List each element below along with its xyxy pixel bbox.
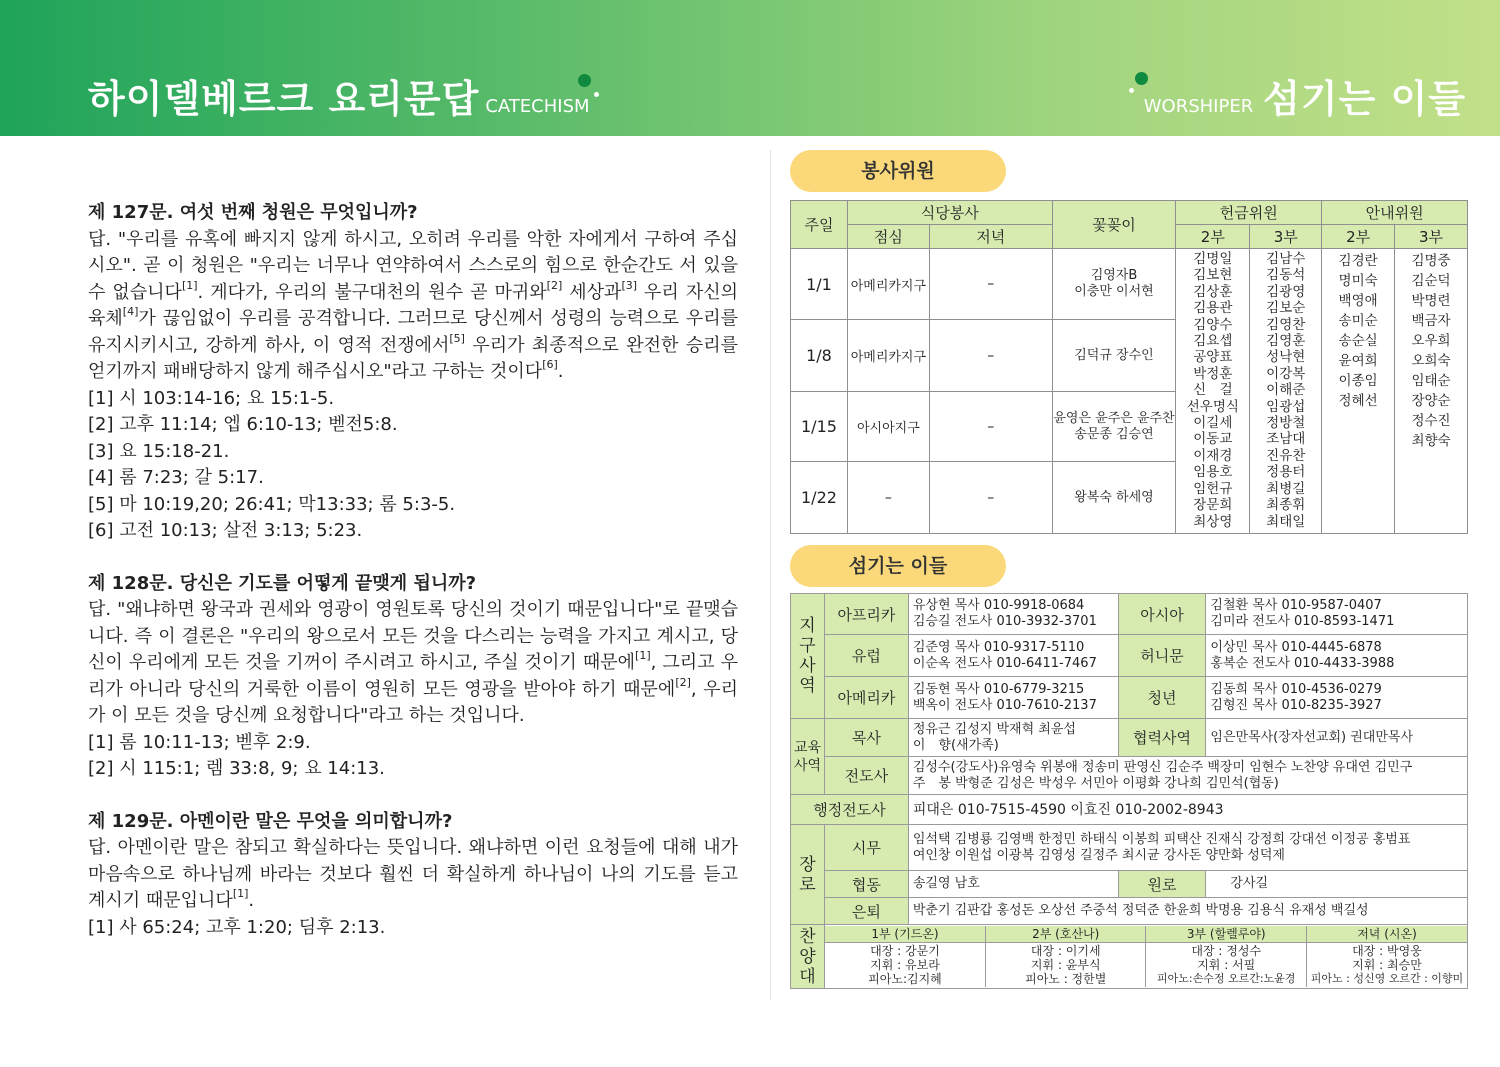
table-row: 1/1 아메리카지구 – 김영자B 이충만 이서현 김명일 김보현 김상훈 김용관 김양수 김요셉 공양표 박정훈 신 걸 선우명식 이길세 이동교 이재경 임용호 임헌규 장문희 최상영 김남수 김동석 김광영 김보순 김영찬 김영훈 성낙현 이강복 이해준 임광섭 정방철 조남대 진유찬 정용터 최병길 최종휘 최태일 김경란 명미숙 백영애 송미순 송순실 윤여희 이종임 정혜선 김명중 김순덕 박명련 백금자 오우희 오희숙 임태순 장양순 정수진 최향숙 [791, 249, 1468, 320]
reference: [1] 시 103:14-16; 요 15:1-5. [88, 387, 335, 409]
list-item: 명미숙 [1338, 273, 1378, 289]
district-label: 지구사역 [791, 594, 825, 719]
list-item: 공양표 [1193, 349, 1233, 366]
service-table [790, 200, 1468, 534]
list-item: 오우희 [1411, 333, 1451, 349]
question-128: 제 128문. 당신은 기도를 어떻게 끝맺게 됩니까? [88, 572, 477, 594]
col-dinner: 저녁 [929, 225, 1052, 249]
list-item: 김요셉 [1193, 333, 1233, 350]
answer-129: 답. 아멘이란 말은 참되고 확실하다는 뜻입니다. 왜냐하면 이런 요청들에 대해 내가 마음속으로 하나님께 바라는 것보다 훨씬 더 확실하게 하나님이 나의 기도를 듣고 계시기 때문입니다[1]. [88, 837, 738, 911]
list-item: 신 걸 [1193, 382, 1233, 399]
question-129: 제 129문. 아멘이란 말은 무엇을 의미합니까? [88, 810, 453, 832]
list-item: 이동교 [1193, 431, 1233, 448]
col-guide: 안내위원 [1322, 201, 1468, 225]
reference: [2] 고후 11:14; 엡 6:10-13; 벧전5:8. [88, 414, 398, 435]
list-item: 이종임 [1338, 373, 1378, 389]
list-item: 김순덕 [1411, 273, 1451, 289]
col-guide-p3: 3부 [1395, 225, 1468, 249]
worshiper-subtitle: WORSHIPER [1143, 96, 1254, 117]
list-item: 이길세 [1193, 415, 1233, 432]
list-item: 김보현 [1193, 267, 1233, 284]
dot-icon [578, 74, 591, 87]
col-lunch: 점심 [847, 225, 929, 249]
list-item: 김동석 [1266, 267, 1306, 284]
table-row: 1/22 – – 왕복숙 하세영 [791, 462, 1468, 534]
reference: [1] 사 65:24; 고후 1:20; 딤후 2:13. [88, 916, 386, 938]
col-guide-p2: 2부 [1322, 225, 1395, 249]
edu-label: 교육사역 [791, 719, 825, 795]
list-item: 김영찬 [1266, 316, 1306, 333]
page-divider [770, 150, 771, 1000]
col-meal: 식당봉사 [847, 201, 1052, 225]
question-127: 제 127문. 여섯 번째 청원은 무엇입니까? [88, 202, 418, 223]
list-item: 오희숙 [1411, 353, 1451, 369]
dot-icon [1129, 88, 1134, 93]
list-item: 박명련 [1411, 293, 1451, 309]
table-row: 1/8 아메리카지구 – 김덕규 장수인 [791, 320, 1468, 392]
list-item: 김경란 [1338, 253, 1378, 269]
page-header [0, 0, 1500, 136]
list-item: 조남대 [1266, 431, 1306, 448]
list-item: 장문희 [1193, 497, 1233, 514]
guide-p2-names [1322, 249, 1395, 534]
list-item: 김명중 [1411, 253, 1451, 269]
list-item: 정방철 [1266, 415, 1306, 432]
list-item: 정혜선 [1338, 393, 1378, 409]
dot-icon [1135, 72, 1148, 85]
elder-label: 장로 [791, 825, 825, 925]
offering-p2-names [1176, 249, 1250, 534]
list-item: 최상영 [1193, 513, 1233, 530]
list-item: 김상훈 [1193, 283, 1233, 300]
service-section-title: 봉사위원 [790, 150, 1006, 192]
worshiper-title: 섬기는 이들 [1263, 77, 1466, 121]
catechism-title: 하이델베르크 요리문답 [88, 77, 480, 121]
list-item: 백영애 [1338, 293, 1378, 309]
list-item: 백금자 [1411, 313, 1451, 329]
list-item: 김영훈 [1266, 333, 1306, 350]
list-item: 임태순 [1411, 373, 1451, 389]
reference: [1] 롬 10:11-13; 벧후 2:9. [88, 731, 311, 753]
reference: [3] 요 15:18-21. [88, 440, 230, 462]
reference: [6] 고전 10:13; 살전 3:13; 5:23. [88, 520, 363, 541]
answer-128: 답. "왜냐하면 왕국과 권세와 영광이 영원토록 당신의 것이기 때문입니다"로 끝맺습니다. 즉 이 결론은 "우리의 왕으로서 모든 것을 다스리는 능력을 가지고 계시고, 당신이 우리에게 모든 것을 기꺼이 주시려고 하시고, 주실 것이기 때문에[1], 그리고 우리가 아니라 당신의 거룩한 이름이 영원히 모든 영광을 받아야 하기 때문에[2], 우리가 이 모든 것을 당신께 요청합니다"라고 하는 것입니다. [88, 599, 738, 726]
list-item: 박정훈 [1193, 365, 1233, 382]
list-item: 임헌규 [1193, 480, 1233, 497]
catechism-heading [88, 68, 590, 123]
list-item: 최종휘 [1266, 497, 1306, 514]
dot-icon [594, 92, 599, 97]
list-item: 선우명식 [1186, 398, 1239, 415]
reference: [2] 시 115:1; 렘 33:8, 9; 요 14:13. [88, 758, 385, 779]
list-item: 김명일 [1193, 251, 1233, 267]
list-item: 윤여희 [1338, 353, 1378, 369]
choir-label: 찬양대 [791, 925, 825, 989]
col-flower: 꽃꽂이 [1052, 201, 1176, 249]
list-item: 성낙현 [1266, 349, 1306, 366]
table-row: 1/15 아시아지구 – 윤영은 윤주은 윤주찬 송문종 김승연 [791, 392, 1468, 462]
list-item: 김양수 [1193, 316, 1233, 333]
worshiper-heading [1138, 68, 1466, 123]
guide-p3-names [1395, 249, 1468, 534]
list-item: 이재경 [1193, 447, 1233, 464]
reference: [5] 마 10:19,20; 26:41; 막13:33; 롬 5:3-5. [88, 493, 456, 515]
list-item: 이해준 [1266, 382, 1306, 399]
list-item: 진유찬 [1266, 447, 1306, 464]
offering-p3-names [1250, 249, 1322, 534]
col-offering-p3: 3부 [1250, 225, 1322, 249]
list-item: 김보순 [1266, 300, 1306, 317]
list-item: 정수진 [1411, 413, 1451, 429]
list-item: 임용호 [1193, 464, 1233, 481]
list-item: 김용관 [1193, 300, 1233, 317]
list-item: 김남수 [1266, 251, 1306, 267]
list-item: 최병길 [1266, 480, 1306, 497]
list-item: 정용터 [1266, 464, 1306, 481]
servers-table: 지구사역 아프리카 유상현 목사 010-9918-0684 김승길 전도사 010-3932-3701 아시아 김철환 목사 010-9587-0407 김미라 전도사 010-8593-1471 유럽 김준영 목사 010-9317-5110 이순옥 전도사 010-6411-7467 허니문 이상민 목사 010-4445-6878 홍복순 전도사 010-4433-3988 아메리카 김동현 목사 010-6779-3215 백옥이 전도사 010-7610-2137 청년 김동희 목사 010-4536-0279 김형진 목사 010-8235-3927 교육사역 목사 정유근 김성지 박재혁 최윤섭 이 향(새가족) 협력사역 임은만목사(장자선교회) 권대만목사 전도사 김성수(강도사)유영숙 위봉애 정송미 판영신 김순주 백장미 임현수 노찬양 유대연 김민구 주 봉 박형준 김성은 박성우 서민아 이평화 강나희 김민석(협동) 행정전도사 피대은 010-7515-4590 이효진 010-2002-8943 장로 시무 임석택 김병룡 김영백 한정민 하태식 이봉희 피택산 진재식 강정희 강대선 이정공 홍범표 여인창 이원섭 이광복 김영성 길정주 최시균 강사돈 양만화 성덕제 협동 송길영 남호 원로 강사길 은퇴 박춘기 김판갑 홍성돈 오상선 주중석 정덕준 한윤희 박명용 김용식 유재성 백길성 찬양대 1부 (기드온) 2부 (호산나) 3부 (할렐루야) 저녁 (시온) 대장 : 강문기 지휘 : 유보라 피아노:김지혜 대장 : 이기세 지휘 : 윤부식 피아노 : 정한별 대장 : 정성수 지휘 : 서필 피아노:손수정 오르간:노윤경 대장 : 박영웅 지휘 : 최승만 피아노 : 성신영 오르간 : 이향미 [790, 593, 1468, 989]
catechism-body [88, 200, 738, 941]
list-item: 송미순 [1338, 313, 1378, 329]
list-item: 최향숙 [1411, 433, 1451, 449]
col-week: 주일 [791, 201, 848, 249]
choir-table: 1부 (기드온) 2부 (호산나) 3부 (할렐루야) 저녁 (시온) 대장 : 강문기 지휘 : 유보라 피아노:김지혜 대장 : 이기세 지휘 : 윤부식 피아노 : 정한별 대장 : 정성수 지휘 : 서필 피아노:손수정 오르간:노윤경 대장 : 박영웅 지휘 : 최승만 피아노 : 성신영 오르간 : 이향미 [825, 926, 1467, 987]
reference: [4] 롬 7:23; 갈 5:17. [88, 467, 264, 488]
list-item: 장양순 [1411, 393, 1451, 409]
list-item: 송순실 [1338, 333, 1378, 349]
list-item: 임광섭 [1266, 398, 1306, 415]
servers-section-title: 섬기는 이들 [790, 545, 1006, 587]
answer-127: 답. "우리를 유혹에 빠지지 않게 하시고, 오히려 우리를 악한 자에게서 구하여 주십시오". 곧 이 청원은 "우리는 너무나 연약하여서 스스로의 힘으로 한순간도 서 있을 수 없습니다[1]. 게다가, 우리의 불구대천의 원수 곧 마귀와[2] 세상과[3] 우리 자신의 육체[4]가 끊임없이 우리를 공격합니다. 그러므로 당신께서 성령의 능력으로 우리를 유지시키시고, 강하게 하사, 이 영적 전쟁에서[5] 우리가 최종적으로 완전한 승리를 얻기까지 패배당하지 않게 해주십시오"라고 구하는 것이다[6]. [88, 228, 738, 382]
col-offering: 헌금위원 [1176, 201, 1322, 225]
list-item: 최태일 [1266, 513, 1306, 530]
list-item: 김광영 [1266, 283, 1306, 300]
list-item: 이강복 [1266, 365, 1306, 382]
col-offering-p2: 2부 [1176, 225, 1250, 249]
catechism-subtitle: CATECHISM [485, 96, 590, 117]
